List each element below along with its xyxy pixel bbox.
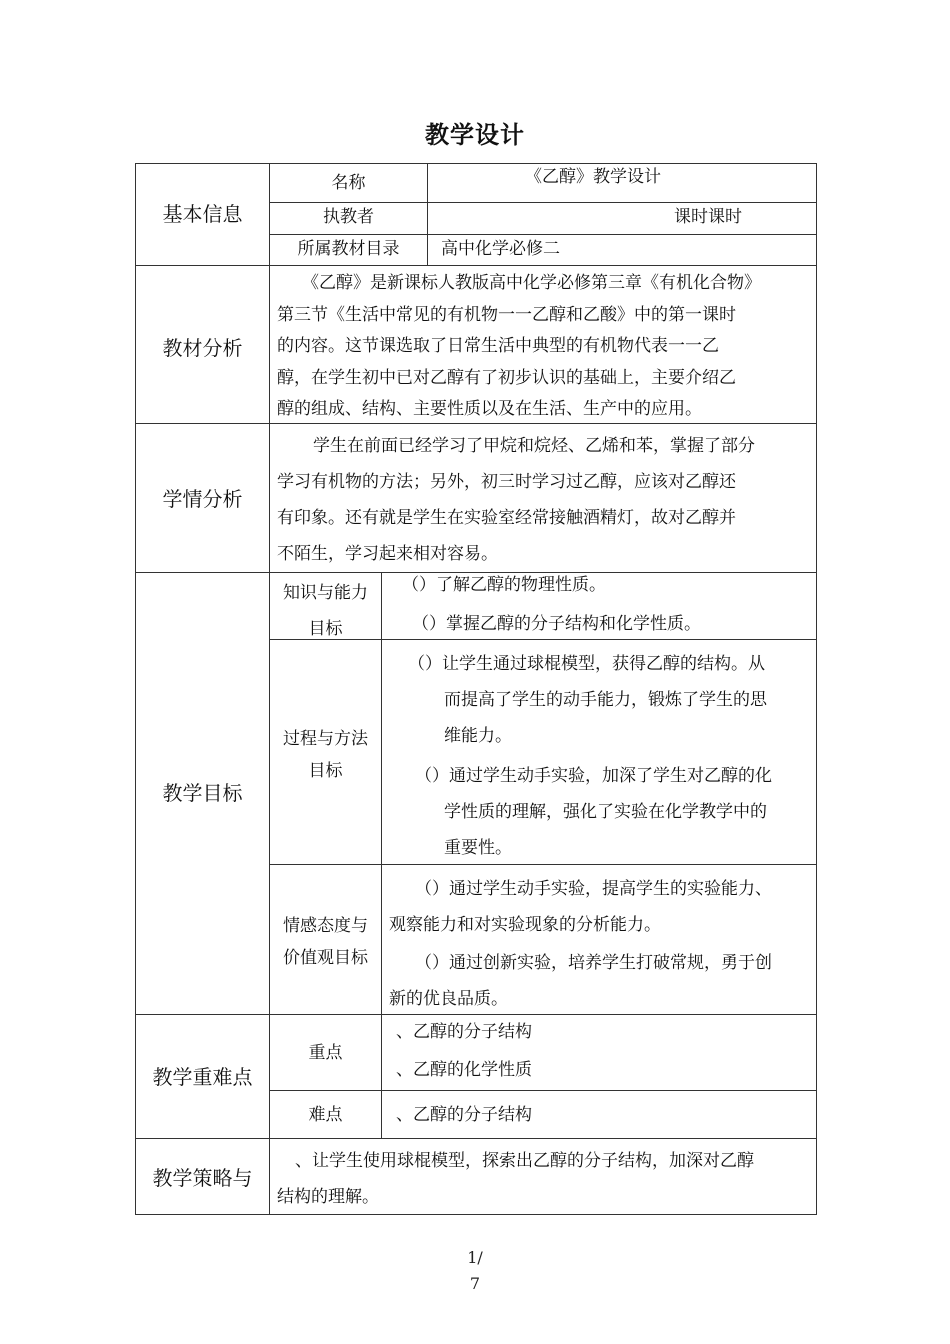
material-line: 醇，在学生初中已对乙醇有了初步认识的基础上，主要介绍乙 xyxy=(277,367,736,388)
student-line: 不陌生，学习起来相对容易。 xyxy=(277,544,498,564)
emotion-item-line: （）通过创新实验，培养学生打破常规，勇于创 xyxy=(415,953,772,973)
process-goal-label-cell xyxy=(269,639,382,865)
emotion-item-line: 新的优良品质。 xyxy=(389,989,508,1009)
student-analysis-text xyxy=(277,428,755,572)
knowledge-label-line: 目标 xyxy=(308,619,343,639)
strategy-line: 结构的理解。 xyxy=(277,1187,379,1207)
name-value: 《乙醇》教学设计 xyxy=(525,167,661,187)
key-points-label: 教学重难点 xyxy=(152,1065,253,1089)
emotion-goal-label xyxy=(270,911,381,974)
material-line: 醇的组成、结构、主要性质以及在生活、生产中的应用。 xyxy=(277,399,702,419)
student-analysis-content-cell xyxy=(269,423,817,573)
material-analysis-label-cell xyxy=(135,265,270,424)
material-line: 第三节《生活中常见的有机物一一乙醇和乙酸》中的第一课时 xyxy=(277,304,736,325)
process-item-line: 学性质的理解，强化了实验在化学教学中的 xyxy=(444,802,767,822)
emotion-goal-item-1 xyxy=(389,871,772,943)
material-analysis-content-cell xyxy=(269,265,817,424)
textbook-key-cell xyxy=(269,234,428,266)
difficulty-content-cell xyxy=(381,1090,817,1139)
focus-item: 、乙醇的分子结构 xyxy=(396,1022,532,1042)
teacher-value: 课时课时 xyxy=(674,207,742,227)
page-number-line-1: 1/ xyxy=(467,1248,483,1267)
name-key-cell xyxy=(269,163,428,203)
process-label-line: 目标 xyxy=(308,760,343,781)
material-line: 的内容。这节课选取了日常生活中典型的有机物代表一一乙 xyxy=(277,336,719,356)
textbook-value-cell xyxy=(427,234,817,266)
focus-item: 、乙醇的化学性质 xyxy=(396,1060,532,1080)
emotion-label-line: 情感态度与 xyxy=(283,916,368,936)
process-goal-item-1 xyxy=(408,646,767,754)
teaching-goals-label: 教学目标 xyxy=(162,781,243,805)
emotion-goal-content-cell xyxy=(381,864,817,1015)
material-line: 《乙醇》是新课标人教版高中化学必修第三章《有机化合物》 xyxy=(302,273,761,293)
student-line: 学生在前面已经学习了甲烷和烷烃、乙烯和苯，掌握了部分 xyxy=(313,436,755,456)
textbook-key: 所属教材目录 xyxy=(297,239,400,259)
process-goal-label xyxy=(270,724,381,787)
strategy-content-cell xyxy=(269,1138,817,1215)
textbook-value: 高中化学必修二 xyxy=(441,239,560,259)
basic-info-label: 基本信息 xyxy=(162,202,243,226)
process-item-line: （）通过学生动手实验，加深了学生对乙醇的化 xyxy=(415,766,772,786)
process-item-line: 重要性。 xyxy=(444,838,512,858)
teaching-goals-label-cell xyxy=(135,572,270,1015)
strategy-text xyxy=(277,1143,754,1215)
difficulty-label: 难点 xyxy=(308,1105,343,1125)
knowledge-goal-item: （）了解乙醇的物理性质。 xyxy=(402,575,606,595)
strategy-line: 、让学生使用球棍模型，探索出乙醇的分子结构，加深对乙醇 xyxy=(295,1151,754,1171)
process-item-line: （）让学生通过球棍模型，获得乙醇的结构。从 xyxy=(408,654,765,674)
basic-info-label-cell xyxy=(135,163,270,266)
strategy-label-cell xyxy=(135,1138,270,1215)
material-analysis-text xyxy=(277,268,761,426)
student-analysis-label-cell xyxy=(135,423,270,573)
name-key: 名称 xyxy=(331,173,366,193)
page-number-line-2: 7 xyxy=(469,1274,481,1293)
student-line: 学习有机物的方法；另外，初三时学习过乙醇，应该对乙醇还 xyxy=(277,472,736,492)
knowledge-label-line: 知识与能力 xyxy=(283,583,368,603)
emotion-goal-item-2 xyxy=(389,945,772,1017)
process-item-line: 维能力。 xyxy=(444,726,512,746)
knowledge-goal-item: （）掌握乙醇的分子结构和化学性质。 xyxy=(412,614,701,634)
emotion-goal-label-cell xyxy=(269,864,382,1015)
difficulty-label-cell xyxy=(269,1090,382,1139)
emotion-item-line: （）通过学生动手实验，提高学生的实验能力、 xyxy=(415,879,772,899)
strategy-label: 教学策略与 xyxy=(152,1166,253,1190)
material-analysis-label: 教材分析 xyxy=(162,336,243,360)
process-goal-content-cell xyxy=(381,639,817,865)
student-analysis-label: 学情分析 xyxy=(162,487,243,511)
knowledge-goal-content-cell xyxy=(381,572,817,640)
emotion-item-line: 观察能力和对实验现象的分析能力。 xyxy=(389,915,661,935)
knowledge-goal-label-cell xyxy=(269,572,382,640)
process-item-line: 而提高了学生的动手能力，锻炼了学生的思 xyxy=(444,690,767,710)
focus-label: 重点 xyxy=(308,1043,343,1063)
knowledge-goal-label xyxy=(270,575,381,647)
document-title: 教学设计 xyxy=(425,121,525,149)
focus-content-cell xyxy=(381,1014,817,1091)
focus-label-cell xyxy=(269,1014,382,1091)
teacher-key: 执教者 xyxy=(323,207,374,227)
student-line: 有印象。还有就是学生在实验室经常接触酒精灯，故对乙醇并 xyxy=(277,508,736,528)
emotion-label-line: 价值观目标 xyxy=(283,947,368,968)
name-value-cell xyxy=(427,163,817,203)
process-label-line: 过程与方法 xyxy=(283,729,368,749)
difficulty-item: 、乙醇的分子结构 xyxy=(396,1105,532,1125)
process-goal-item-2 xyxy=(415,758,772,866)
key-points-label-cell xyxy=(135,1014,270,1139)
